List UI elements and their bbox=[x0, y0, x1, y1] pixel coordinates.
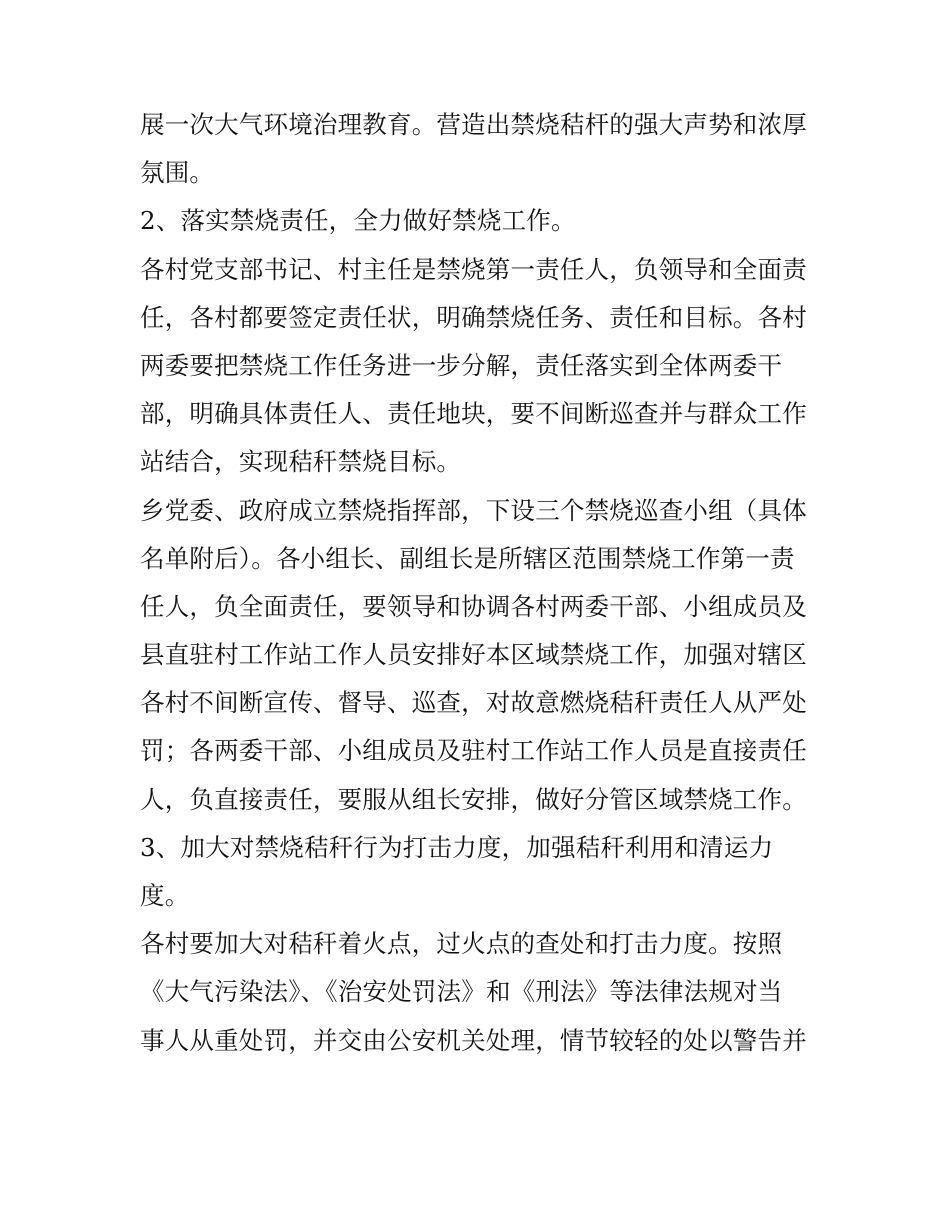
text-line: 展一次大气环境治理教育。营造出禁烧秸杆的强大声势和浓厚 bbox=[140, 110, 807, 139]
text-line: 两委要把禁烧工作任务进一步分解，责任落实到全体两委干 bbox=[140, 350, 783, 380]
document-body bbox=[140, 101, 820, 1065]
section-heading: 2、落实禁烧责任，全力做好禁烧工作。 bbox=[140, 206, 576, 236]
text-line: 罚；各两委干部、小组成员及驻村工作站工作人员是直接责任 bbox=[140, 736, 807, 766]
text-line: 站结合，实现秸秆禁烧目标。 bbox=[140, 447, 462, 477]
section-heading: 3、加大对禁烧秸秆行为打击力度，加强秸秆利用和清运力 bbox=[140, 832, 774, 862]
text-line: 各村要加大对秸秆着火点，过火点的查处和打击力度。按照 bbox=[140, 929, 783, 959]
text-line: 任人，负全面责任，要领导和协调各村两委干部、小组成员及 bbox=[140, 591, 807, 621]
text-line: 县直驻村工作站工作人员安排好本区域禁烧工作，加强对辖区 bbox=[140, 640, 807, 670]
text-line: 《大气污染法》、《治安处罚法》和《刑法》等法律法规对当 bbox=[140, 977, 783, 1007]
text-line: 各村不间断宣传、督导、巡查，对故意燃烧秸秆责任人从严处 bbox=[140, 688, 807, 718]
text-line: 部，明确具体责任人、责任地块，要不间断巡查并与群众工作 bbox=[140, 399, 807, 429]
text-line: 名单附后）。各小组长、副组长是所辖区范围禁烧工作第一责 bbox=[140, 543, 795, 573]
text-line: 氛围。 bbox=[140, 158, 215, 188]
section-heading: 度。 bbox=[140, 881, 190, 910]
text-line: 各村党支部书记、村主任是禁烧第一责任人，负领导和全面责 bbox=[140, 254, 807, 284]
text-line: 事人从重处罚，并交由公安机关处理，情节较轻的处以警告并 bbox=[140, 1025, 807, 1055]
text-line: 任，各村都要签定责任状，明确禁烧任务、责任和目标。各村 bbox=[140, 302, 807, 332]
text-line: 乡党委、政府成立禁烧指挥部，下设三个禁烧巡查小组（具体 bbox=[140, 495, 807, 525]
text-line: 人，负直接责任，要服从组长安排，做好分管区域禁烧工作。 bbox=[140, 784, 807, 814]
